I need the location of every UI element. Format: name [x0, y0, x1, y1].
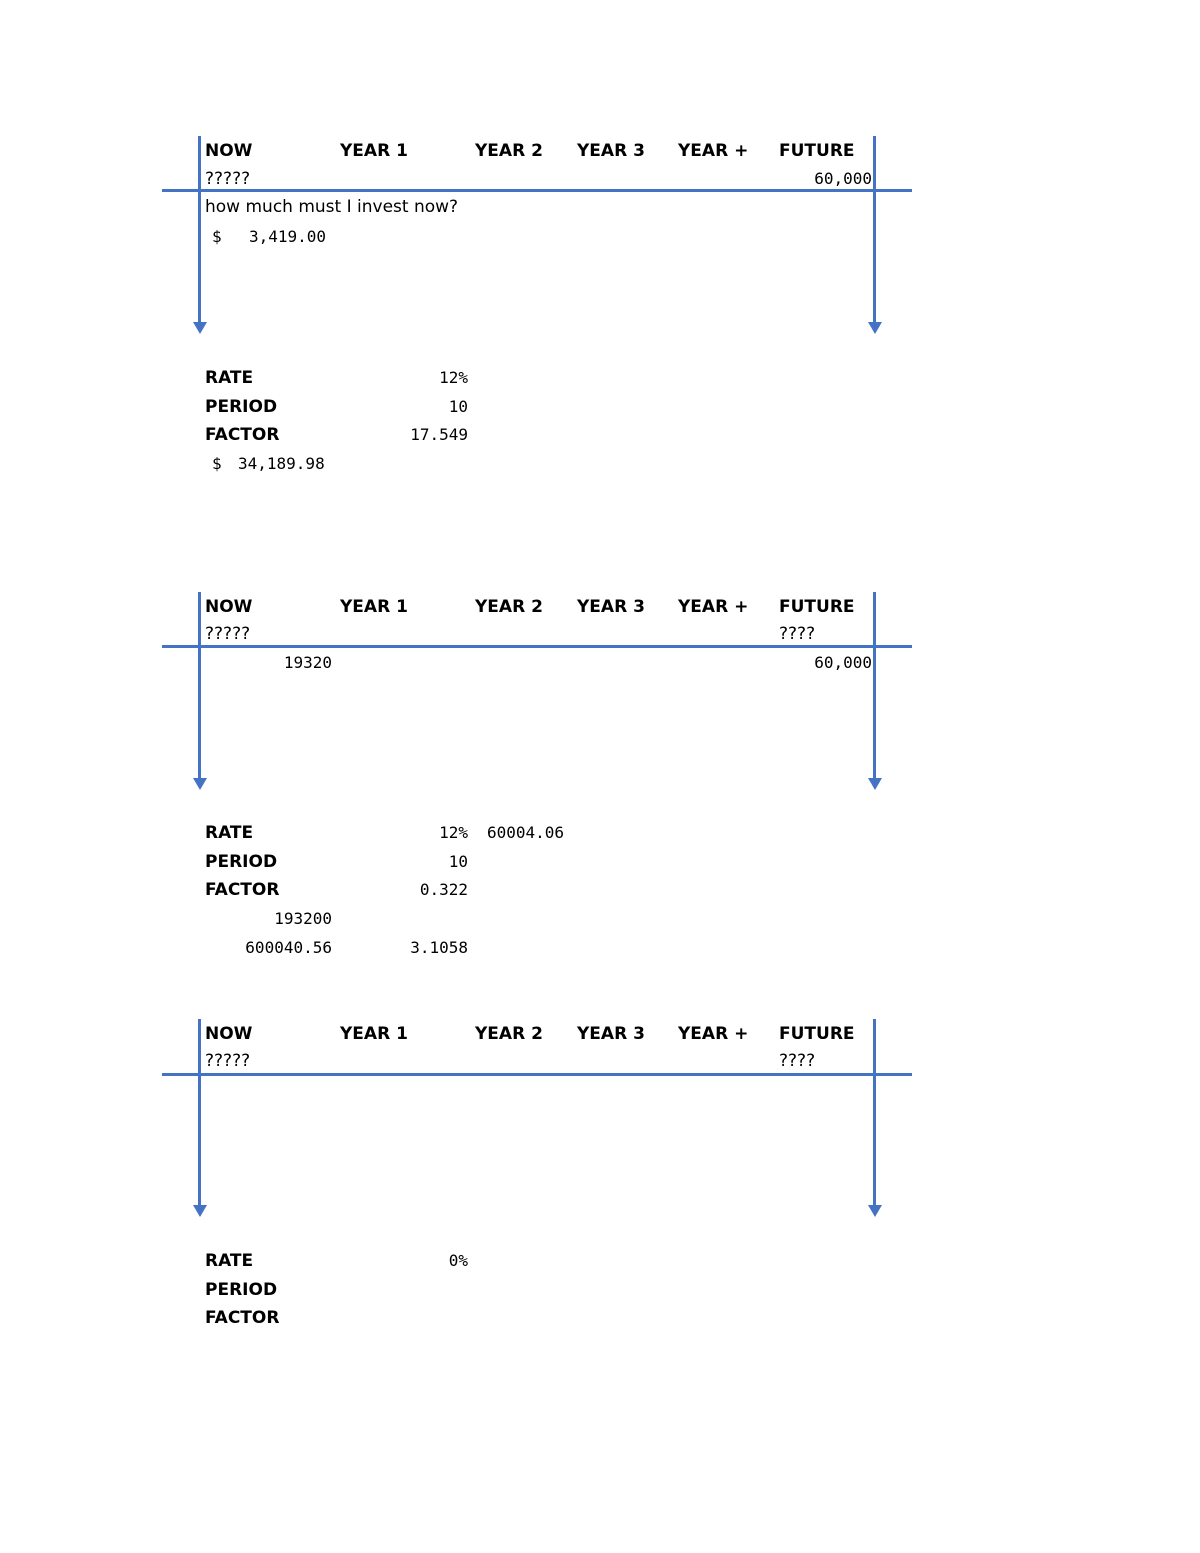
- answer-amount: 3,419.00: [249, 227, 327, 246]
- calc-value-2: 600040.56: [245, 938, 332, 957]
- header-year-2: YEAR 2: [475, 141, 543, 161]
- rate-value: 12%: [439, 823, 468, 842]
- invest-question: how much must I invest now?: [205, 197, 459, 217]
- now-timeline-line: [198, 136, 201, 322]
- future-arrow-icon: [868, 778, 882, 790]
- period-label: PERIOD: [205, 852, 278, 872]
- future-timeline-line: [873, 136, 876, 322]
- header-year-plus: YEAR +: [678, 141, 749, 161]
- now-value: ?????: [205, 1051, 251, 1071]
- result-amount: 34,189.98: [238, 454, 325, 473]
- header-year-plus: YEAR +: [678, 1024, 749, 1044]
- future-timeline-line: [873, 592, 876, 778]
- rate-value: 0%: [448, 1251, 468, 1270]
- header-future: FUTURE: [779, 597, 855, 617]
- timeline-section-3: [0, 1013, 1200, 1433]
- header-year-3: YEAR 3: [577, 1024, 645, 1044]
- header-year-3: YEAR 3: [577, 141, 645, 161]
- now-timeline-line: [198, 1019, 201, 1205]
- period-value: 10: [448, 397, 468, 416]
- header-now: NOW: [205, 141, 253, 161]
- header-now: NOW: [205, 597, 253, 617]
- future-arrow-icon: [868, 322, 882, 334]
- header-year-1: YEAR 1: [340, 597, 408, 617]
- future-label-value: ????: [779, 1051, 816, 1071]
- now-arrow-icon: [193, 322, 207, 334]
- factor-label: FACTOR: [205, 880, 280, 900]
- rate-label: RATE: [205, 368, 254, 388]
- timeline-axis: [162, 645, 912, 648]
- now-value: ?????: [205, 169, 251, 189]
- factor-value: 0.322: [419, 880, 468, 899]
- header-year-3: YEAR 3: [577, 597, 645, 617]
- future-amount: 60,000: [814, 653, 872, 672]
- period-value: 10: [448, 852, 468, 871]
- calc-value-1: 193200: [274, 909, 332, 928]
- header-year-1: YEAR 1: [340, 1024, 408, 1044]
- header-now: NOW: [205, 1024, 253, 1044]
- timeline-section-2: [0, 586, 1200, 1006]
- rate-label: RATE: [205, 823, 254, 843]
- answer-currency: $: [212, 227, 222, 246]
- now-timeline-line: [198, 592, 201, 778]
- rate-note: 60004.06: [487, 823, 565, 842]
- future-label-value: ????: [779, 624, 816, 644]
- now-arrow-icon: [193, 778, 207, 790]
- timeline-section-1: [0, 130, 1200, 550]
- rate-value: 12%: [439, 368, 468, 387]
- now-arrow-icon: [193, 1205, 207, 1217]
- timeline-axis: [162, 1073, 912, 1076]
- header-year-2: YEAR 2: [475, 597, 543, 617]
- period-label: PERIOD: [205, 397, 278, 417]
- rate-label: RATE: [205, 1251, 254, 1271]
- header-year-plus: YEAR +: [678, 597, 749, 617]
- now-value: ?????: [205, 624, 251, 644]
- result-currency: $: [212, 454, 222, 473]
- header-year-2: YEAR 2: [475, 1024, 543, 1044]
- factor-value: 17.549: [410, 425, 468, 444]
- period-label: PERIOD: [205, 1280, 278, 1300]
- header-year-1: YEAR 1: [340, 141, 408, 161]
- now-amount: 19320: [283, 653, 332, 672]
- calc-value-3: 3.1058: [410, 938, 468, 957]
- future-timeline-line: [873, 1019, 876, 1205]
- header-future: FUTURE: [779, 141, 855, 161]
- factor-label: FACTOR: [205, 425, 280, 445]
- future-arrow-icon: [868, 1205, 882, 1217]
- header-future: FUTURE: [779, 1024, 855, 1044]
- factor-label: FACTOR: [205, 1308, 280, 1328]
- future-value: 60,000: [814, 169, 872, 188]
